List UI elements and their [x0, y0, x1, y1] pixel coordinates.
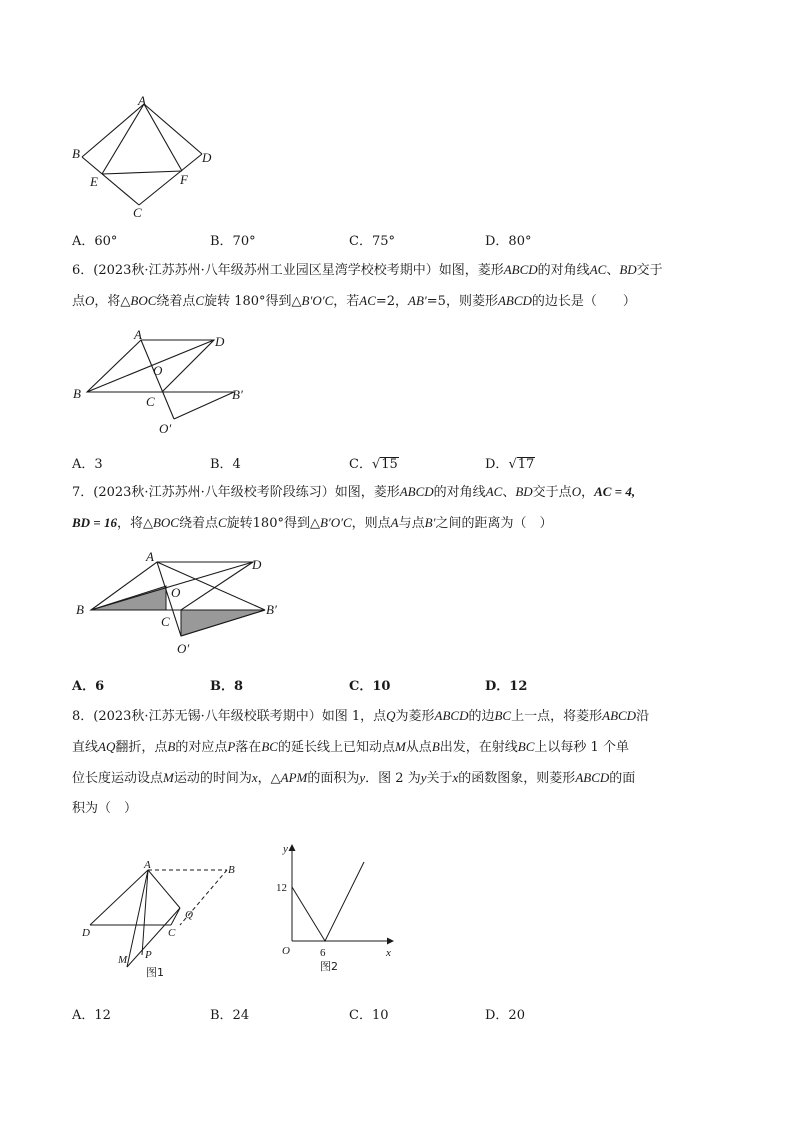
- q6-var: O: [85, 293, 95, 308]
- q5-figure-svg: [60, 92, 230, 222]
- label-o: O: [153, 363, 163, 378]
- sqrt-symbol: √15: [371, 457, 398, 472]
- q8-var: M: [163, 770, 174, 785]
- diagonal-bd: [87, 340, 214, 392]
- label-b: B: [228, 864, 235, 876]
- q8-var: B: [431, 739, 440, 754]
- label-p: P: [145, 949, 152, 961]
- q6-var: AC: [589, 262, 607, 277]
- q7-var: ABCD: [399, 484, 434, 499]
- q8-option-b[interactable]: B．24: [210, 1008, 250, 1023]
- y-axis-label: y: [283, 843, 288, 855]
- q7-text: ，: [581, 485, 595, 500]
- q6-option-c-radicand: 15: [381, 457, 398, 472]
- q8-text: 运动的时间为: [173, 771, 252, 786]
- q8-var: BC: [494, 708, 512, 723]
- q6-text: 的对角线: [537, 263, 590, 278]
- q8-number: 8．: [72, 709, 94, 724]
- q5-figure: [60, 92, 230, 222]
- q7-var: A: [390, 515, 399, 530]
- label-a: A: [138, 93, 146, 108]
- line-ef: [102, 171, 182, 174]
- q7-var: B′: [424, 515, 436, 530]
- label-c: C: [133, 205, 142, 220]
- q6-text: ，将△: [94, 294, 131, 309]
- line-aq: [148, 870, 180, 908]
- x-tick-label: 6: [320, 947, 326, 959]
- q5-option-b[interactable]: B．70°: [210, 234, 256, 249]
- label-d: D: [202, 150, 212, 165]
- line-ad: [144, 104, 202, 154]
- q7-equation: BD = 16: [72, 515, 117, 530]
- q7-var: BOC: [152, 515, 179, 530]
- q8-text: 的面积为: [307, 771, 360, 786]
- q8-figure-1-svg: [80, 856, 250, 986]
- label-f: F: [180, 172, 188, 187]
- x-axis-label: x: [386, 947, 391, 959]
- q7-var: C: [217, 515, 227, 530]
- q7-text: 与点: [398, 516, 425, 531]
- q6-text: 点: [72, 294, 86, 309]
- q6-text: 交于: [636, 263, 663, 278]
- q8-text: 如图 1，点: [321, 709, 387, 724]
- q6-options: [72, 453, 772, 473]
- q8-figure-2: [270, 840, 400, 975]
- q7-option-b[interactable]: B．8: [210, 679, 244, 694]
- q8-text: 位长度运动设点: [72, 771, 164, 786]
- q6-stem: [72, 255, 722, 317]
- y-tick-label: 12: [276, 882, 287, 894]
- q6-figure: [66, 322, 266, 442]
- q5-options: [72, 230, 772, 250]
- q7-option-c[interactable]: C．10: [349, 679, 391, 694]
- q6-option-d-radicand: 17: [517, 457, 535, 472]
- q5-option-c[interactable]: C．75°: [349, 234, 395, 249]
- q6-var: C: [195, 293, 205, 308]
- q8-text: 的边: [468, 709, 495, 724]
- label-b: B: [76, 602, 84, 617]
- q8-text: 直线: [72, 740, 99, 755]
- q6-text: ，若: [333, 294, 360, 309]
- q6-number: 6．: [72, 263, 94, 278]
- q8-var: B: [167, 739, 176, 754]
- q7-text: 、: [502, 485, 516, 500]
- q6-var: BOC: [130, 293, 157, 308]
- line-dc: [139, 154, 202, 205]
- origin-label: O: [282, 945, 290, 957]
- q7-options: [72, 675, 772, 695]
- q6-text: 绕着点: [156, 294, 196, 309]
- line-af: [144, 104, 182, 171]
- q6-text: 旋转 180°得到△: [204, 294, 302, 309]
- q6-var: ABCD: [503, 262, 538, 277]
- q6-var: B′O′C: [301, 293, 334, 308]
- label-o-prime: O′: [159, 421, 172, 436]
- figure-2-caption: 图2: [320, 960, 338, 973]
- q8-var: M: [394, 739, 406, 754]
- q8-var: ABCD: [575, 770, 610, 785]
- q6-option-d-label: D．: [485, 457, 509, 472]
- q8-var: y: [420, 770, 427, 785]
- q6-source: (2023秋·江苏苏州·八年级苏州工业园区星湾学校校考期中）: [93, 263, 439, 278]
- q8-var: ABCD: [434, 708, 469, 723]
- q8-option-d[interactable]: D．20: [485, 1008, 525, 1023]
- q8-text: 为菱形: [395, 709, 435, 724]
- q8-var: x: [251, 770, 258, 785]
- q8-var: AQ: [98, 739, 116, 754]
- q7-var: BD: [515, 484, 533, 499]
- q5-option-a[interactable]: A．60°: [72, 234, 118, 249]
- q7-text: 如图，菱形: [334, 485, 400, 500]
- q7-var: O: [571, 484, 582, 499]
- q6-var: AB′: [408, 293, 427, 308]
- q7-figure: [70, 546, 300, 661]
- q7-text: ，则点: [351, 516, 391, 531]
- label-c: C: [161, 614, 170, 629]
- label-a: A: [134, 327, 142, 342]
- q7-text: 绕着点: [178, 516, 218, 531]
- line-b-prime-o-prime: [174, 392, 234, 419]
- q8-text: 从点: [405, 740, 432, 755]
- label-b-prime: B′: [266, 602, 277, 617]
- line-ae: [102, 104, 144, 174]
- label-q: Q: [185, 909, 193, 921]
- label-o-prime: O′: [177, 641, 190, 656]
- q8-text: 的对应点: [175, 740, 228, 755]
- q7-equation: AC = 4,: [594, 484, 636, 499]
- q6-text: =5，则菱形: [426, 294, 498, 309]
- q7-number: 7．: [72, 485, 94, 500]
- label-c: C: [168, 927, 176, 939]
- q8-var: BC: [261, 739, 278, 754]
- q8-text: 落在: [235, 740, 262, 755]
- q6-figure-svg: [66, 322, 266, 442]
- label-c: C: [146, 394, 155, 409]
- q6-option-d[interactable]: [485, 453, 535, 472]
- label-d: D: [82, 927, 90, 939]
- q7-stem: [72, 477, 722, 539]
- q6-var: BD: [619, 262, 637, 277]
- label-b: B: [73, 386, 81, 401]
- q8-var: BC: [517, 739, 535, 754]
- q8-var: x: [452, 770, 459, 785]
- q8-options: [72, 1004, 772, 1024]
- q8-var: y: [359, 770, 366, 785]
- q8-figure-2-svg: [270, 840, 400, 975]
- q7-text: 之间的距离为（ ）: [435, 516, 553, 531]
- q8-text: 的函数图象，则菱形: [458, 771, 576, 786]
- label-o: O: [171, 585, 181, 600]
- q6-text: 、: [606, 263, 620, 278]
- q8-figure-1: [80, 856, 250, 986]
- sqrt-symbol: √17: [508, 457, 535, 472]
- line-ad: [90, 870, 148, 925]
- q8-text: 沿: [636, 709, 650, 724]
- q6-option-a[interactable]: A．3: [72, 457, 103, 472]
- label-b-prime: B′: [232, 387, 243, 402]
- figure-1-caption: 图1: [146, 966, 164, 979]
- q7-option-a[interactable]: A．6: [72, 679, 105, 694]
- q8-text: 积为（ ）: [72, 801, 138, 816]
- q7-var: AC: [485, 484, 503, 499]
- q7-text: 的对角线: [433, 485, 486, 500]
- label-a: A: [146, 549, 154, 564]
- q8-text: ，△: [257, 771, 281, 786]
- q8-text: 翻折，点: [115, 740, 168, 755]
- q8-text: 的面: [609, 771, 636, 786]
- q7-figure-svg: [70, 546, 300, 661]
- function-graph-line: [292, 862, 364, 941]
- q8-text: ．图 2 为: [365, 771, 421, 786]
- q6-text: =2，: [375, 294, 409, 309]
- q8-stem: [72, 701, 722, 824]
- q7-var: B′O′C: [319, 515, 352, 530]
- q7-source: (2023秋·江苏苏州·八年级校考阶段练习）: [93, 485, 335, 500]
- q6-text: 的边长是（ ）: [531, 294, 636, 309]
- q8-var: Q: [386, 708, 396, 723]
- q6-var: AC: [359, 293, 376, 308]
- q6-option-c[interactable]: [349, 453, 399, 472]
- label-a: A: [144, 859, 151, 871]
- q8-var: APM: [280, 770, 308, 785]
- q6-option-b[interactable]: B．4: [210, 457, 241, 472]
- q8-text: 上一点，将菱形: [511, 709, 603, 724]
- q8-source: (2023秋·江苏无锡·八年级校联考期中）: [93, 709, 322, 724]
- q8-text: 关于: [426, 771, 453, 786]
- q8-var: ABCD: [602, 708, 637, 723]
- label-b: B: [72, 146, 80, 161]
- q6-var: ABCD: [497, 293, 532, 308]
- label-d: D: [252, 557, 262, 572]
- q6-option-c-label: C．: [349, 457, 372, 472]
- q8-option-a[interactable]: A．12: [72, 1008, 111, 1023]
- q6-text: 如图，菱形: [438, 263, 504, 278]
- q5-option-d[interactable]: D．80°: [485, 234, 532, 249]
- q7-text: 旋转180°得到△: [226, 516, 320, 531]
- line-ab: [82, 104, 144, 157]
- q8-text: 上以每秒 1 个单: [534, 740, 629, 755]
- q8-option-c[interactable]: C．10: [349, 1008, 389, 1023]
- q8-text: 的延长线上已知动点: [277, 740, 395, 755]
- q8-text: 出发，在射线: [439, 740, 518, 755]
- q7-text: ，将△: [116, 516, 153, 531]
- q8-var: P: [227, 739, 236, 754]
- label-e: E: [90, 174, 98, 189]
- q7-text: 交于点: [532, 485, 572, 500]
- label-d: D: [215, 334, 225, 349]
- q7-option-d[interactable]: D．12: [485, 679, 528, 694]
- label-m: M: [118, 954, 128, 966]
